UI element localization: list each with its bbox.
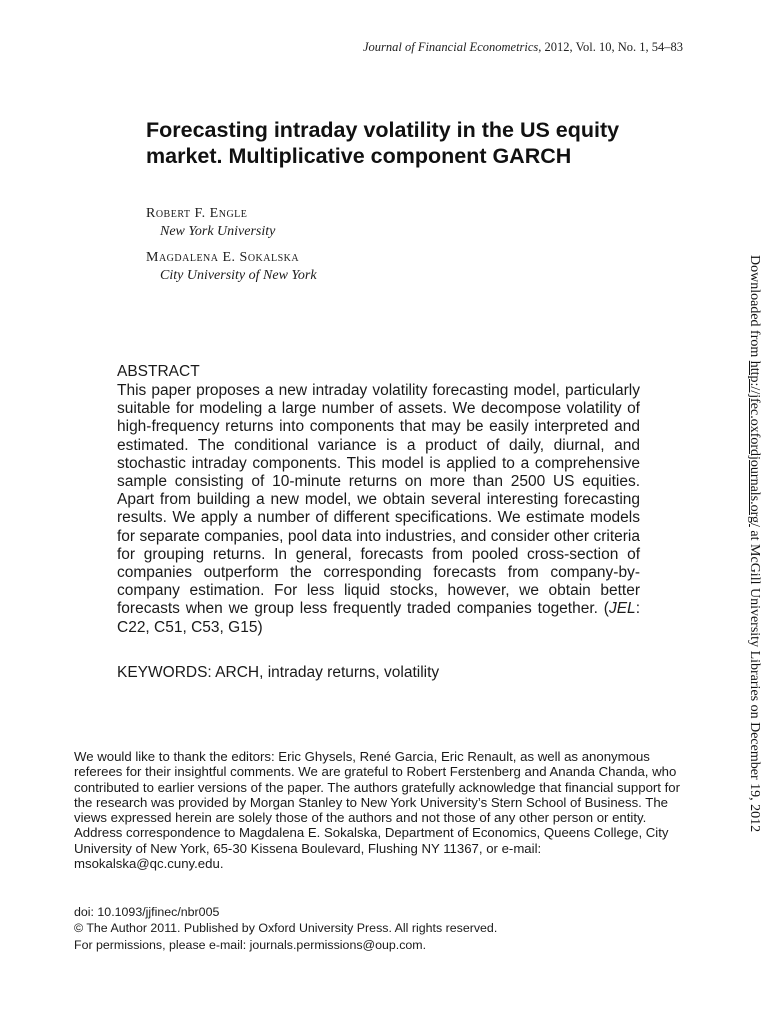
author-name: Robert F. Engle	[146, 206, 248, 221]
author-name: Magdalena E. Sokalska	[146, 250, 300, 265]
doi: doi: 10.1093/jjfinec/nbr005	[74, 905, 220, 919]
journal-url-link[interactable]: http://jfec.oxfordjournals.org/	[747, 360, 762, 527]
journal-header	[363, 40, 683, 55]
keywords	[117, 664, 439, 682]
abstract-heading: ABSTRACT	[117, 363, 200, 380]
journal-citation: , 2012, Vol. 10, No. 1, 54–83	[538, 40, 683, 54]
jel-open: (	[597, 600, 609, 618]
author-affiliation: New York University	[160, 224, 276, 239]
jel-label: JEL	[608, 600, 636, 618]
download-suffix: at McGill University Libraries on December 19, 2012	[747, 526, 762, 833]
copyright-notice: © The Author 2011. Published by Oxford University Press. All rights reserved.	[74, 921, 498, 935]
journal-name: Journal of Financial Econometrics	[362, 40, 539, 54]
acknowledgement-footnote: We would like to thank the editors: Eric Ghysels, René Garcia, Eric Renault, as well as anonymous referees for their insightful comments. We are grateful to Robert Ferstenberg and Ananda Chanda, who contributed to earlier versions of the paper. The authors gratefully acknowledge that financial support for the research was provided by Morgan Stanley to New York University’s Stern School of Business. The views expressed herein are solely those of the authors and not those of any other person or entity. Address correspondence to Magdalena E. Sokalska, Department of Economics, Queens College, City University of New York, 65-30 Kissena Boulevard, Flushing NY 11367, or e-mail: msokalska@qc.cuny.edu.	[74, 749, 681, 872]
abstract-text: This paper proposes a new intraday volatility forecasting model, particularly suitable for modeling a large number of assets. We decompose volatility of high-frequency returns into components that may be easily interpreted and estimated. The conditional variance is a product of daily, diurnal, and stochastic intraday components. This model is applied to a comprehensive sample consisting of 10-minute returns on more than 2500 US equities. Apart from building a new model, we obtain several interesting forecasting results. We apply a number of different specifications. We estimate models for separate companies, pool data into industries, and consider other criteria for grouping returns. In general, forecasts from pooled cross-section of companies outperform the corresponding forecasts from company-by-company estimation. For less liquid stocks, however, we obtain better forecasts when we group less frequently traded companies together.	[117, 382, 640, 618]
jel-codes: : C22, C51, C53, G15)	[117, 600, 640, 636]
abstract-body	[117, 382, 640, 637]
download-prefix: Downloaded from	[747, 255, 762, 361]
author-affiliation: City University of New York	[160, 268, 317, 283]
download-watermark	[746, 255, 762, 833]
keywords-text: ARCH, intraday returns, volatility	[211, 664, 440, 681]
paper-title: Forecasting intraday volatility in the US equity market. Multiplicative component GARCH	[146, 118, 620, 168]
permissions-notice: For permissions, please e-mail: journals.permissions@oup.com.	[74, 938, 427, 952]
keywords-label: KEYWORDS:	[117, 664, 212, 681]
